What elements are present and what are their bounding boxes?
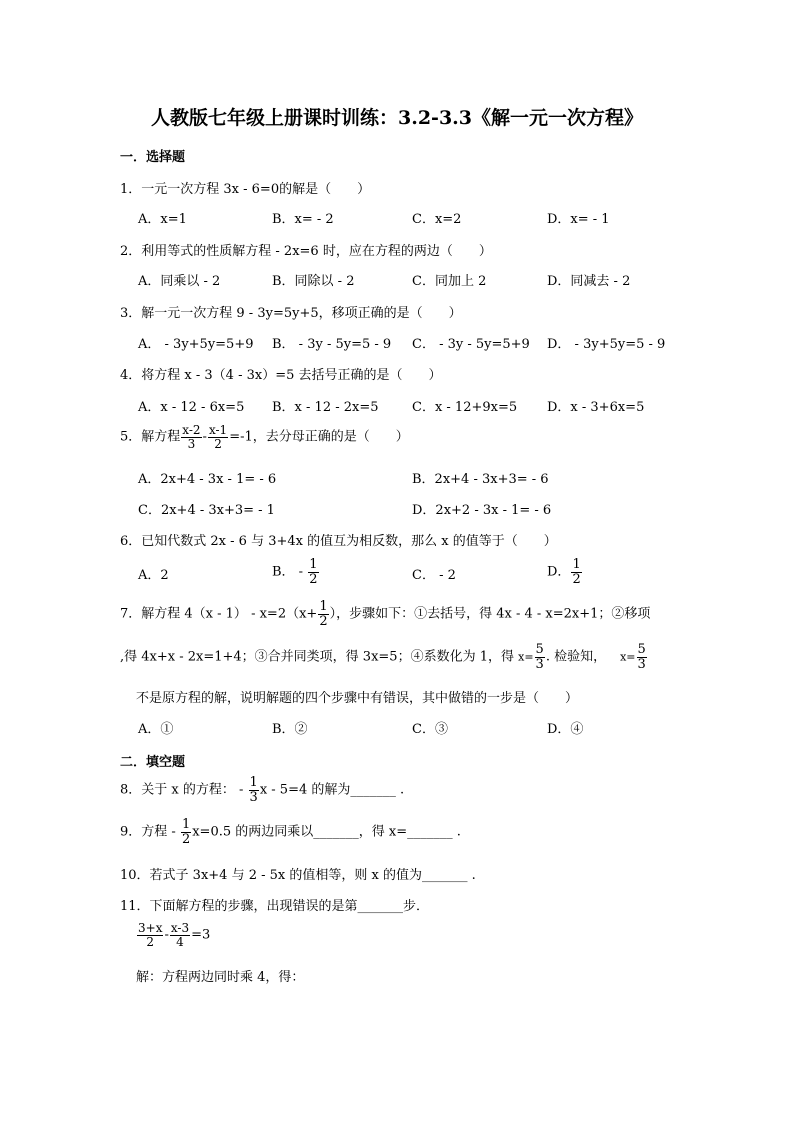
question-3: 3．解一元一次方程 9 - 3y=5y+5，移项正确的是（ ） (120, 306, 462, 321)
question-5 (120, 424, 409, 450)
q1-option-b: B．x= - 2 (272, 212, 334, 227)
question-7-line-2 (120, 643, 648, 671)
q3-option-d: D． - 3y+5y=5 - 9 (547, 337, 666, 352)
q7-l2-fraction-2 (637, 643, 647, 671)
q6-d-fraction (571, 558, 581, 586)
q11-fraction-1 (137, 922, 163, 948)
q4-option-c: C．x - 12+9x=5 (412, 400, 518, 415)
q7-l1-denominator: 2 (319, 613, 328, 629)
section-heading-fill: 二．填空题 (120, 755, 186, 770)
q7-l1-part-a: 7．解方程 4（x - 1） - x=2（x+ (120, 606, 318, 622)
q2-option-c: C．同加上 2 (412, 274, 487, 289)
q11-f2-numerator: x-3 (170, 921, 190, 935)
q5-option-d: D．2x+2 - 3x - 1= - 6 (412, 503, 552, 518)
q6-b-numerator: 1 (309, 557, 318, 572)
q5-f1-denominator: 3 (187, 436, 196, 451)
q6-option-a: A．2 (138, 568, 169, 583)
q5-option-a: A．2x+4 - 3x - 1= - 6 (138, 472, 277, 487)
q7-option-c: C．③ (412, 722, 448, 737)
q8-prefix: 8．关于 x 的方程： - (120, 782, 248, 798)
q7-option-b: B．② (272, 722, 308, 737)
q11-solution-start: 解：方程两边同时乘 4，得： (136, 970, 305, 985)
q3-option-a: A． - 3y+5y=5+9 (138, 337, 254, 352)
question-10: 10．若式子 3x+4 与 2 - 5x 的值相等，则 x 的值为_______ . (120, 868, 476, 883)
q11-fraction-2 (170, 922, 190, 948)
q4-option-a: A．x - 12 - 6x=5 (138, 400, 245, 415)
q7-l2-denominator-1: 3 (535, 656, 544, 672)
q2-option-a: A．同乘以 - 2 (138, 274, 221, 289)
q8-fraction (249, 776, 259, 804)
q5-prefix: 5．解方程 (120, 429, 181, 445)
q7-l2-x2: x= (620, 650, 636, 664)
q9-suffix: x=0.5 的两边同乘以_______，得 x=_______ . (192, 824, 461, 840)
question-7-line-1 (120, 600, 650, 628)
q11-f1-numerator: 3+x (138, 921, 163, 935)
q11-minus: - (164, 927, 169, 943)
q9-denominator: 2 (181, 831, 191, 847)
q3-option-c: C． - 3y - 5y=5+9 (412, 337, 530, 352)
q5-f2-numerator: x-1 (208, 423, 228, 437)
q4-option-b: B．x - 12 - 2x=5 (272, 400, 379, 415)
q6-b-fraction (308, 558, 318, 586)
q2-option-b: B．同除以 - 2 (272, 274, 355, 289)
q7-l2-part-b: . 检验知， (545, 649, 607, 665)
question-9 (120, 818, 461, 846)
q11-f1-denominator: 2 (146, 934, 155, 949)
q8-suffix: x - 5=4 的解为_______ . (259, 782, 405, 798)
q7-l2-denominator-2: 3 (637, 656, 646, 672)
question-11: 11．下面解方程的步骤，出现错误的是第_______步． (120, 899, 430, 914)
q6-option-d (547, 558, 583, 586)
q5-fraction-1 (181, 424, 201, 450)
q11-equation (136, 922, 210, 948)
q9-fraction (181, 818, 191, 846)
q7-option-a: A．① (138, 722, 174, 737)
q5-f2-denominator: 2 (214, 436, 222, 451)
q7-l2-x1: x= (518, 650, 534, 664)
q7-l1-fraction (318, 600, 328, 628)
q1-option-d: D．x= - 1 (547, 212, 610, 227)
question-7-line-3: 不是原方程的解，说明解题的四个步骤中有错误，其中做错的一步是（ ） (136, 691, 579, 706)
q7-l2-part-a: ,得 4x+x - 2x=1+4；③合并同类项，得 3x=5；④系数化为 1，得 (120, 649, 519, 665)
question-1: 1．一元一次方程 3x - 6=0的解是（ ） (120, 182, 371, 197)
q5-fraction-2 (208, 424, 228, 450)
q5-option-c: C．2x+4 - 3x+3= - 1 (138, 503, 275, 518)
q7-l2-fraction-1 (535, 643, 545, 671)
q5-suffix: =-1，去分母正确的是（ ） (229, 429, 409, 445)
section-heading-choice: 一．选择题 (120, 150, 186, 165)
page-title: 人教版七年级上册课时训练：3.2-3.3《解一元一次方程》 (151, 107, 643, 129)
q5-minus: - (202, 429, 207, 445)
q11-f2-denominator: 4 (176, 934, 184, 949)
q1-option-a: A．x=1 (138, 212, 187, 227)
q5-option-b: B．2x+4 - 3x+3= - 6 (412, 472, 549, 487)
question-2: 2．利用等式的性质解方程 - 2x=6 时，应在方程的两边（ ） (120, 244, 492, 259)
q9-prefix: 9．方程 - (120, 824, 180, 840)
q6-d-numerator: 1 (572, 557, 581, 572)
q2-option-d: D．同减去 - 2 (547, 274, 631, 289)
q8-denominator: 3 (249, 789, 258, 805)
q6-option-b (272, 558, 320, 586)
q11-equals: =3 (191, 927, 211, 943)
q6-d-denominator: 2 (572, 571, 581, 587)
q4-option-d: D．x - 3+6x=5 (547, 400, 645, 415)
q7-l1-part-b: ），步骤如下：①去括号，得 4x - 4 - x=2x+1；②移项 (329, 606, 651, 622)
question-8 (120, 776, 404, 804)
q7-option-d: D．④ (547, 722, 584, 737)
q6-b-denominator: 2 (309, 571, 318, 587)
q7-l2-numerator-2: 5 (637, 642, 646, 657)
q7-l1-numerator: 1 (319, 599, 328, 614)
q6-b-prefix: B． - (272, 564, 308, 580)
question-6: 6．已知代数式 2x - 6 与 3+4x 的值互为相反数，那么 x 的值等于（ ） (120, 534, 557, 549)
q8-numerator: 1 (249, 775, 258, 790)
q9-numerator: 1 (181, 817, 191, 832)
q6-option-c: C． - 2 (412, 568, 456, 583)
q7-l2-numerator-1: 5 (535, 642, 544, 657)
q6-d-prefix: D． (547, 564, 571, 580)
q3-option-b: B． - 3y - 5y=5 - 9 (272, 337, 392, 352)
q5-f1-numerator: x-2 (182, 423, 201, 437)
q1-option-c: C．x=2 (412, 212, 462, 227)
question-4: 4．将方程 x - 3（4 - 3x）=5 去括号正确的是（ ） (120, 368, 442, 383)
